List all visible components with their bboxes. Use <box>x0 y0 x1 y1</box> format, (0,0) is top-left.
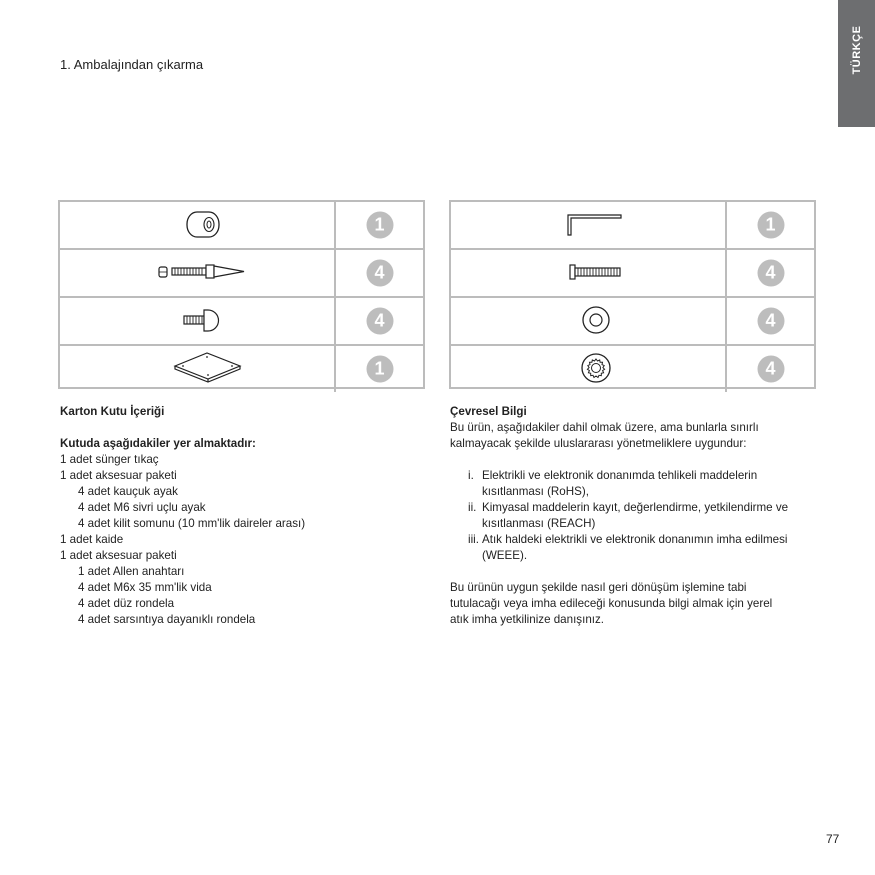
list-item: 4 adet kilit somunu (10 mm'lik daireler arası) <box>78 517 306 530</box>
flat-washer-icon <box>451 298 725 344</box>
environment-outro-line: tutulacağı veya imha edileceği konusunda bilgi almak için yerel <box>450 597 773 610</box>
environment-intro-line: kalmayacak şekilde uluslararası yönetmeliklere uygundur: <box>450 437 747 450</box>
quantity-badge: 1 <box>757 212 784 239</box>
quantity-badge: 4 <box>366 308 393 335</box>
section-heading: 1. Ambalajından çıkarma <box>60 57 204 72</box>
table-row <box>451 250 814 296</box>
allen-key-icon <box>451 202 725 248</box>
list-marker: i. <box>468 469 474 482</box>
box-contents-subtitle: Kutuda aşağıdakiler yer almaktadır: <box>60 437 256 450</box>
language-tab <box>838 0 875 127</box>
environment-intro-line: Bu ürün, aşağıdakiler dahil olmak üzere, ama bunlarla sınırlı <box>450 421 759 434</box>
list-item <box>450 468 820 500</box>
table-row <box>60 346 423 392</box>
base-plate-icon <box>60 346 334 392</box>
table-row <box>60 202 423 248</box>
table-row <box>60 250 423 296</box>
box-contents-title: Karton Kutu İçeriği <box>60 405 165 418</box>
parts-table-left <box>58 200 425 389</box>
box-contents-section <box>60 404 420 628</box>
quantity-badge: 4 <box>366 260 393 287</box>
page-number: 77 <box>826 832 840 846</box>
list-item-line: kısıtlanması (REACH) <box>482 517 596 530</box>
list-item-line: Elektrikli ve elektronik donanımda tehlikeli maddelerin <box>482 469 758 482</box>
list-marker: ii. <box>468 501 477 514</box>
list-item-line: Kimyasal maddelerin kayıt, değerlendirme, yetkilendirme ve <box>482 501 789 514</box>
list-item <box>450 500 820 532</box>
list-item: 1 adet aksesuar paketi <box>60 549 177 562</box>
list-item: 1 adet Allen anahtarı <box>78 565 185 578</box>
environment-outro-line: atık imha yetkilinize danışınız. <box>450 613 605 626</box>
list-item-line: (WEEE). <box>482 549 528 562</box>
list-marker: iii. <box>468 533 479 546</box>
rubber-foot-icon <box>60 298 334 344</box>
list-item: 1 adet kaide <box>60 533 124 546</box>
list-item <box>450 532 820 564</box>
list-item: 4 adet sarsıntıya dayanıklı rondela <box>78 613 256 626</box>
quantity-badge: 1 <box>366 356 393 383</box>
list-item: 4 adet M6 sivri uçlu ayak <box>78 501 206 514</box>
environment-title: Çevresel Bilgi <box>450 405 527 418</box>
table-row <box>451 298 814 344</box>
quantity-badge: 1 <box>366 212 393 239</box>
list-item: 1 adet sünger tıkaç <box>60 453 159 466</box>
spike-foot-icon <box>60 250 334 296</box>
quantity-badge: 4 <box>757 260 784 287</box>
list-item: 1 adet aksesuar paketi <box>60 469 177 482</box>
list-item-line: Atık haldeki elektrikli ve elektronik donanımın imha edilmesi <box>482 533 788 546</box>
list-item: 4 adet düz rondela <box>78 597 175 610</box>
table-row <box>451 346 814 392</box>
list-item-line: kısıtlanması (RoHS), <box>482 485 589 498</box>
environment-outro-line: Bu ürünün uygun şekilde nasıl geri dönüşüm işlemine tabi <box>450 581 747 594</box>
foam-plug-icon <box>60 202 334 248</box>
quantity-badge: 4 <box>757 308 784 335</box>
environment-section <box>450 404 820 628</box>
screw-icon <box>451 250 725 296</box>
parts-table-right <box>449 200 816 389</box>
list-item: 4 adet kauçuk ayak <box>78 485 178 498</box>
quantity-badge: 4 <box>757 356 784 383</box>
table-row <box>451 202 814 248</box>
list-item: 4 adet M6x 35 mm'lik vida <box>78 581 212 594</box>
language-tab-label: TÜRKÇE <box>850 25 863 75</box>
table-row <box>60 298 423 344</box>
lock-washer-icon <box>451 346 725 392</box>
